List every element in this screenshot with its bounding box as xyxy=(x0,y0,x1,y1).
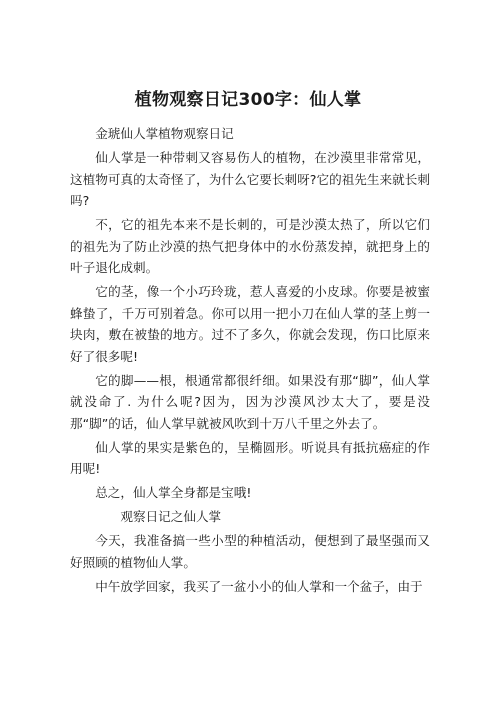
paragraph-subtitle: 金琥仙人掌植物观察日记 xyxy=(95,126,234,141)
document-body xyxy=(70,123,430,600)
paragraph: 它的茎，像一个小巧玲珑，惹人喜爱的小皮球。你要是被蜜蜂蛰了，千万可别着急。你可以用一把小刀在仙人掌的茎上剪一块肉，敷在被蛰的地方。过不了多久，你就会发现，伤口比原来好了很多呢! xyxy=(70,284,430,364)
section-heading: 观察日记之仙人掌 xyxy=(120,509,222,524)
paragraph: 仙人掌的果实是紫色的，呈椭圆形。听说具有抵抗癌症的作用呢! xyxy=(70,439,430,476)
document-title: 植物观察日记300字：仙人掌 xyxy=(134,90,362,110)
paragraph: 仙人掌是一种带刺又容易伤人的植物，在沙漠里非常常见，这植物可真的太奇怪了，为什么它要长刺呀?它的祖先生来就长刺吗? xyxy=(70,150,430,208)
paragraph: 不，它的祖先本来不是长刺的，可是沙漠太热了，所以它们的祖先为了防止沙漠的热气把身体中的水份蒸发掉，就把身上的叶子退化成刺。 xyxy=(70,217,430,275)
paragraph: 它的脚——根，根通常都很纤细。如果没有那“脚”，仙人掌就没命了. 为什么呢?因为，因为沙漠风沙太大了，要是没那“脚”的话，仙人掌早就被风吹到十万八千里之外去了。 xyxy=(70,372,430,431)
paragraph: 中午放学回家，我买了一盆小小的仙人掌和一个盆子，由于 xyxy=(95,578,423,594)
paragraph: 今天，我准备搞一些小型的种植活动，便想到了最坚强而又好照顾的植物仙人掌。 xyxy=(70,533,430,570)
paragraph: 总之，仙人掌全身都是宝哦! xyxy=(95,485,252,500)
